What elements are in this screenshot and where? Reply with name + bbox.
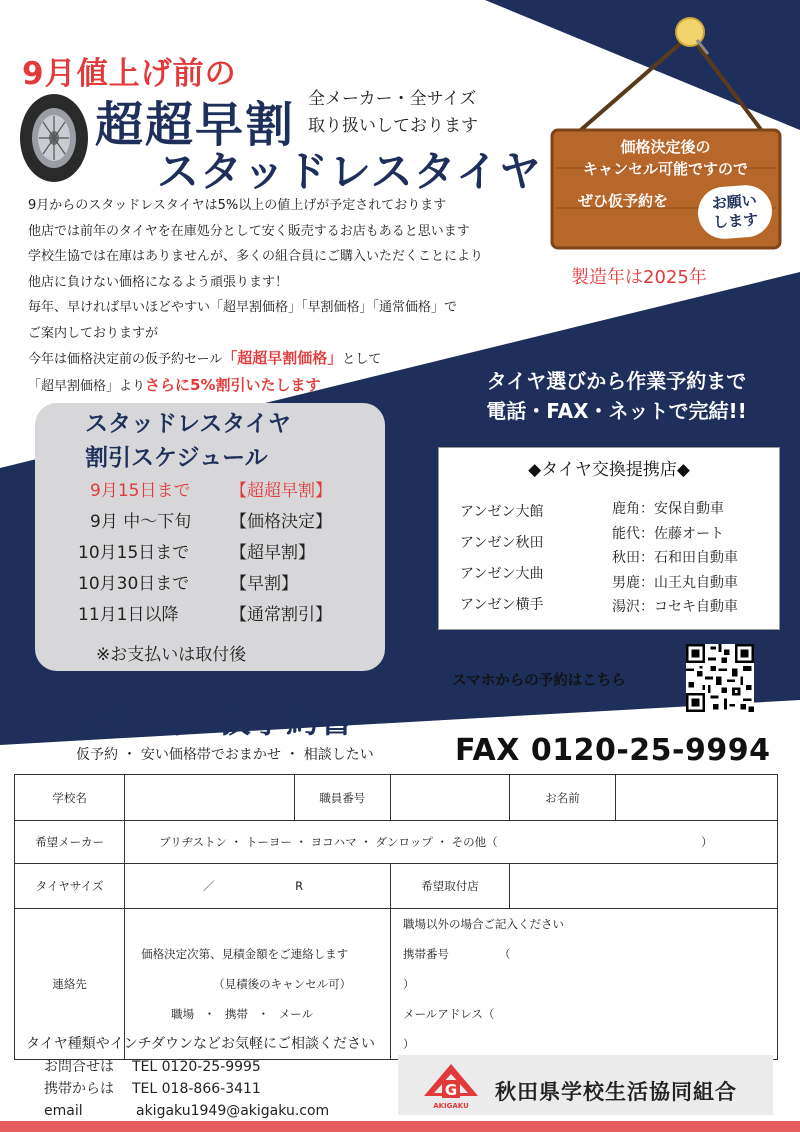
qr-code[interactable] (686, 644, 754, 712)
partner-item: 能代：佐藤オート (612, 525, 724, 542)
schedule-date: 9月15日まで (90, 481, 191, 501)
schedule-row (78, 538, 315, 569)
maker-note-line1: 全メーカー・全サイズ (308, 89, 477, 109)
contact-label: 連絡先 (15, 909, 125, 1060)
qr-label: スマホからの予約はこちら (452, 673, 626, 689)
maker-options: ブリヂストン ・ トーヨー ・ ヨコハマ ・ ダンロップ ・ その他（ (159, 835, 498, 849)
name-label: お名前 (509, 775, 615, 821)
partner-item: 男鹿：山王丸自動車 (612, 574, 738, 591)
intro-line: 学校生協では在庫はありませんが、多くの組合員にご購入いただくことにより (28, 249, 484, 264)
email-address[interactable]: akigaku1949@akigaku.com (136, 1103, 330, 1119)
shop-field[interactable] (509, 864, 777, 909)
staff-no-field[interactable] (390, 775, 509, 821)
form-row (15, 821, 778, 864)
promo-line2: 電話・FAX・ネットで完結!! (486, 399, 747, 423)
email-label: メールアドレス（ (402, 1007, 495, 1021)
intro-text-part: 今年は価格決定前の仮予約セール (28, 352, 223, 367)
schedule-row (90, 507, 332, 538)
contact-note2: （見積後のキャンセル可） (213, 977, 352, 991)
mobile-close-paren: ） (402, 977, 415, 991)
fax-number: FAX 0120-25-9994 (455, 733, 771, 768)
intro-text-part: 「超早割価格」より (28, 378, 146, 394)
schedule-date: 10月15日まで (78, 543, 190, 563)
email-info-label: email (44, 1103, 83, 1119)
mobile-row (403, 939, 765, 999)
email-row (403, 999, 765, 1059)
mobile-tel[interactable]: TEL 018-866-3411 (132, 1081, 261, 1097)
intro-line: 毎年、早ければ早いほどやすい「超早割価格」「早割価格」「通常価格」で (28, 300, 458, 315)
intro-line: 他店では前年のタイヤを在庫処分として安く販売するお店もあると思います (28, 223, 470, 239)
maker-label: 希望メーカー (15, 821, 125, 864)
title-line2: スタッドレスタイヤ (157, 147, 542, 196)
schedule-label: 【早割】 (230, 574, 298, 594)
inquiry-tel[interactable]: TEL 0120-25-9995 (132, 1059, 261, 1075)
maker-field[interactable] (125, 821, 778, 864)
akigaku-logo (420, 1062, 482, 1110)
size-r: R (295, 879, 304, 893)
partners-title: ◆タイヤ交換提携店◆ (528, 460, 690, 480)
contact-options[interactable]: 職場 ・ 携帯 ・ メール (171, 1007, 314, 1021)
schedule-label: 【通常割引】 (230, 605, 332, 625)
form-row (15, 775, 778, 821)
form-row (15, 864, 778, 909)
partners-right-list (612, 497, 738, 620)
highlight-discount: さらに5%割引いたします (145, 375, 321, 394)
partner-item: アンゼン大曲 (460, 566, 544, 582)
logo-text: AKIGAKU (433, 1102, 469, 1110)
mobile-tel-label: 携帯からは (44, 1081, 114, 1097)
top-label: 9月値上げ前の (22, 56, 237, 92)
schedule-title-line1: スタッドレスタイヤ (85, 411, 291, 437)
contact-info (44, 1056, 329, 1122)
other-contact-field[interactable] (390, 909, 777, 1060)
sign-line1: 価格決定後の (620, 138, 711, 156)
shop-label: 希望取付店 (390, 864, 509, 909)
other-note: 職場以外の場合ご記入ください (402, 917, 564, 931)
bottom-bar (0, 1121, 800, 1132)
intro-line: ご案内しておりますが (28, 325, 159, 341)
logo-letter: G (444, 1081, 458, 1099)
schedule-date: 10月30日まで (78, 574, 190, 594)
school-field[interactable] (125, 775, 295, 821)
schedule-label: 【価格決定】 (230, 512, 332, 532)
size-slash: ／ (203, 879, 215, 893)
bubble-line1: お願い (711, 191, 758, 213)
schedule-date: 11月1日以降 (78, 605, 179, 625)
name-field[interactable] (616, 775, 778, 821)
partner-item: アンゼン大館 (460, 504, 544, 520)
schedule-title (85, 407, 291, 475)
email-info-row (44, 1100, 329, 1122)
payment-note: ※お支払いは取付後 (96, 645, 247, 665)
maker-note (308, 86, 478, 140)
partner-item: 秋田：石和田自動車 (612, 550, 738, 566)
partner-item: 鹿角：安保自動車 (612, 501, 724, 517)
promo-text (444, 366, 789, 426)
highlight-price: 「超超早割価格」 (222, 349, 343, 367)
mobile-tel-row (44, 1078, 329, 1100)
schedule-row (78, 600, 332, 631)
mobile-label: 携帯番号 (402, 947, 449, 961)
partner-item: アンゼン秋田 (460, 535, 544, 551)
partner-item: 湯沢：コセキ自動車 (612, 599, 738, 615)
form-subtitle: 仮予約 ・ 安い価格帯でおまかせ ・ 相談したい (76, 747, 374, 763)
schedule-date: 9月 中～下旬 (90, 512, 192, 532)
sign-line2: キャンセル可能ですので (582, 160, 748, 178)
size-field[interactable] (125, 864, 391, 909)
form-title: 超超早割・仮予約書 (48, 701, 354, 740)
schedule-label: 【超超早割】 (230, 481, 332, 501)
size-label: タイヤサイズ (15, 864, 125, 909)
email-close-paren: ） (402, 1037, 415, 1051)
bubble-line2: します (712, 210, 759, 232)
partners-left-list (460, 497, 543, 621)
maker-close-paren: ） (701, 835, 713, 849)
school-label: 学校名 (15, 775, 125, 821)
manufacture-year: 製造年は2025年 (571, 267, 707, 288)
tire-image (14, 90, 94, 186)
consult-note: タイヤ種類やインチダウンなどお気軽にご相談ください (26, 1036, 376, 1052)
inquiry-row (44, 1056, 329, 1078)
schedule-row (78, 569, 298, 600)
schedule-label: 【超早割】 (230, 543, 315, 563)
schedule-title-line2: 割引スケジュール (85, 445, 268, 471)
intro-line: 他店に負けない価格になるよう頑張ります！ (28, 274, 289, 290)
maker-note-line2: 取り扱いしております (308, 116, 478, 136)
sign-line3: ぜひ仮予約を (578, 192, 669, 210)
staff-no-label: 職員番号 (294, 775, 390, 821)
schedule-row (90, 476, 332, 507)
intro-text-part: として (342, 352, 382, 367)
inquiry-label: お問合せは (44, 1059, 114, 1075)
title-line1: 超超早割 (95, 97, 296, 153)
promo-line1: タイヤ選びから作業予約まで (486, 369, 747, 393)
partner-item: アンゼン横手 (460, 597, 544, 613)
contact-note1: 価格決定次第、見積金額をご連絡します (141, 947, 349, 961)
reservation-form (14, 774, 778, 1060)
organization-name: 秋田県学校生活協同組合 (495, 1080, 737, 1104)
mobile-open-paren: （ (498, 947, 511, 961)
intro-line: 9月からのスタッドレスタイヤは5%以上の値上げが予定されております (28, 198, 447, 213)
